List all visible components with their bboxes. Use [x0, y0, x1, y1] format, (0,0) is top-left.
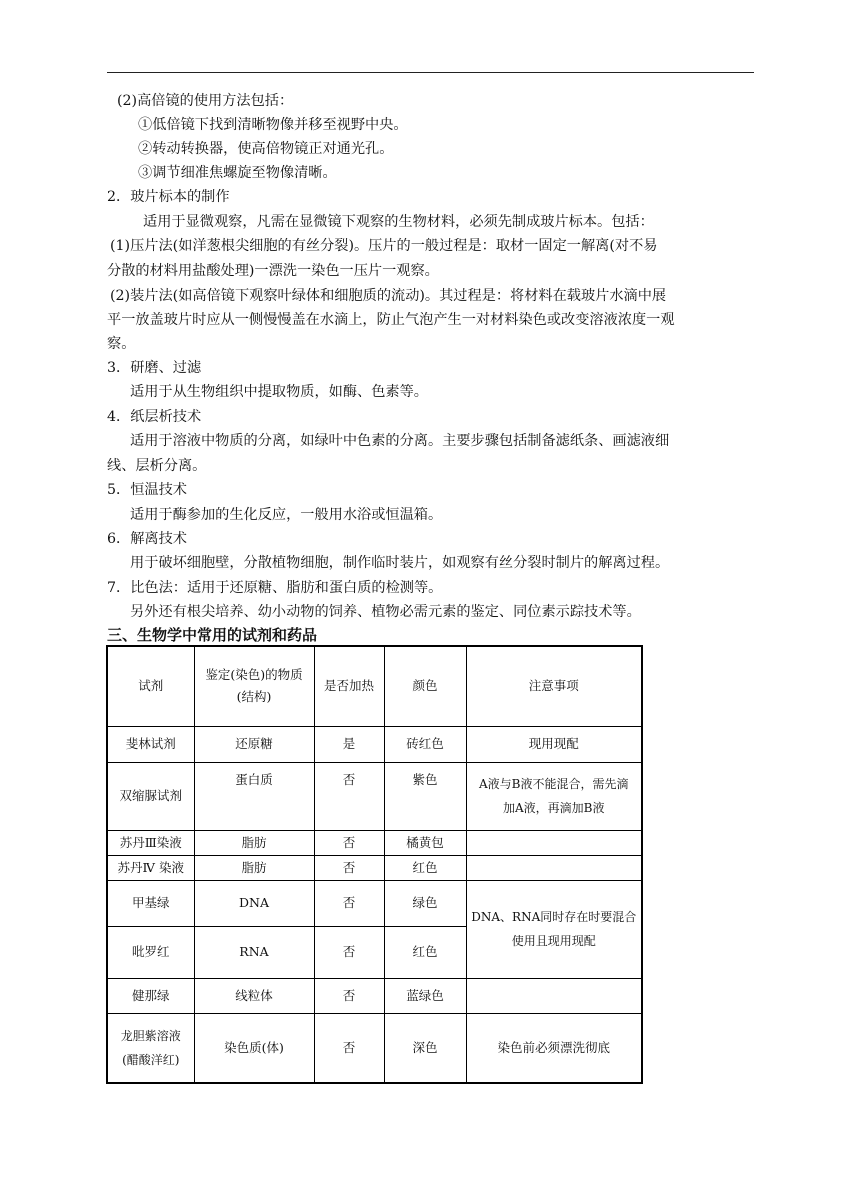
cell-color: 深色 — [384, 1013, 466, 1083]
cell-substance: DNA — [194, 880, 314, 926]
cell-color: 橘黄包 — [384, 830, 466, 855]
table-row — [107, 762, 642, 830]
cell-reagent: 双缩脲试剂 — [107, 762, 194, 830]
cell-heating: 否 — [314, 830, 384, 855]
table-row — [107, 855, 642, 880]
header-cell — [194, 646, 314, 726]
header-substance-line: (结构) — [236, 689, 272, 705]
table-row — [107, 726, 642, 762]
cell-reagent: 吡罗红 — [107, 926, 194, 978]
section-heading: 3．研磨、过滤 — [107, 360, 202, 376]
cell-substance: 还原糖 — [194, 726, 314, 762]
reagent-line: (醋酸洋红) — [122, 1052, 180, 1067]
note-line: DNA、RNA同时存在时要混合 — [471, 910, 637, 924]
text-line: (1)压片法(如洋葱根尖细胞的有丝分裂)。压片的一般过程是：取材一固定一解离(对不易 — [110, 238, 658, 254]
text-line: ②转动转换器，使高倍物镜正对通光孔。 — [138, 141, 394, 157]
reagent-table — [106, 645, 643, 1084]
cell-color: 红色 — [384, 855, 466, 880]
cell-heating: 否 — [314, 1013, 384, 1083]
text-line: (2)高倍镜的使用方法包括： — [117, 93, 294, 109]
header-cell: 试剂 — [107, 646, 194, 726]
text-line: 察。 — [107, 336, 136, 352]
cell-reagent — [107, 1013, 194, 1083]
cell-notes — [466, 830, 642, 855]
cell-notes — [466, 855, 642, 880]
reagent-line: 龙胆紫溶液 — [120, 1028, 181, 1043]
text-line: 适用于显微观察，凡需在显微镜下观察的生物材料，必须先制成玻片标本。包括： — [143, 214, 654, 230]
cell-heating: 否 — [314, 855, 384, 880]
cell-reagent: 斐林试剂 — [107, 726, 194, 762]
text-line: 适用于溶液中物质的分离，如绿叶中色素的分离。主要步骤包括制备滤纸条、画滤液细 — [130, 433, 670, 449]
text-line: 线、层析分离。 — [107, 458, 207, 474]
section-heading: 7．比色法：适用于还原糖、脂肪和蛋白质的检测等。 — [107, 580, 443, 596]
cell-heating: 否 — [314, 762, 384, 830]
header-cell: 颜色 — [384, 646, 466, 726]
cell-notes: 现用现配 — [466, 726, 642, 762]
cell-substance: 脂肪 — [194, 855, 314, 880]
text-line: ③调节细准焦螺旋至物像清晰。 — [138, 165, 337, 181]
table-row — [107, 880, 642, 926]
cell-substance: 蛋白质 — [194, 762, 314, 830]
cell-color: 蓝绿色 — [384, 978, 466, 1013]
note-line: A液与B液不能混合，需先滴 — [479, 777, 629, 791]
cell-notes — [466, 978, 642, 1013]
cell-color: 绿色 — [384, 880, 466, 926]
section-title: 三、生物学中常用的试剂和药品 — [107, 626, 318, 644]
cell-heating: 否 — [314, 926, 384, 978]
cell-reagent: 苏丹Ⅳ 染液 — [107, 855, 194, 880]
note-line: 加A液，再滴加B液 — [503, 801, 605, 815]
cell-reagent: 健那绿 — [107, 978, 194, 1013]
note-line: 使用且现用现配 — [511, 934, 596, 948]
cell-substance: 线粒体 — [194, 978, 314, 1013]
section-heading: 6．解离技术 — [107, 531, 187, 547]
cell-heating: 否 — [314, 978, 384, 1013]
text-line: (2)装片法(如高倍镜下观察叶绿体和细胞质的流动)。其过程是：将材料在载玻片水滴中展 — [110, 288, 667, 304]
cell-notes — [466, 762, 642, 830]
header-substance-line: 鉴定(染色)的物质 — [205, 667, 303, 683]
cell-notes: 染色前必须漂洗彻底 — [466, 1013, 642, 1083]
text-line: 用于破坏细胞壁，分散植物细胞，制作临时装片，如观察有丝分裂时制片的解离过程。 — [130, 555, 670, 571]
text-line: 适用于酶参加的生化反应，一般用水浴或恒温箱。 — [130, 507, 443, 523]
section-heading: 4．纸层析技术 — [107, 409, 202, 425]
cell-substance: 染色质(体) — [194, 1013, 314, 1083]
text-line: 另外还有根尖培养、幼小动物的饲养、植物必需元素的鉴定、同位素示踪技术等。 — [130, 604, 641, 620]
cell-reagent: 苏丹Ⅲ染液 — [107, 830, 194, 855]
cell-heating: 是 — [314, 726, 384, 762]
cell-notes — [466, 880, 642, 978]
header-cell: 是否加热 — [314, 646, 384, 726]
text-line: 适用于从生物组织中提取物质，如酶、色素等。 — [130, 384, 428, 400]
cell-color: 砖红色 — [384, 726, 466, 762]
header-rule — [107, 72, 754, 73]
text-line: 平一放盖玻片时应从一侧慢慢盖在水滴上，防止气泡产生一对材料染色或改变溶液浓度一观 — [107, 312, 675, 328]
section-heading: 2．玻片标本的制作 — [107, 189, 230, 205]
header-cell: 注意事项 — [466, 646, 642, 726]
table-row — [107, 1013, 642, 1083]
cell-heating: 否 — [314, 880, 384, 926]
cell-color: 紫色 — [384, 762, 466, 830]
table-row — [107, 830, 642, 855]
cell-substance: RNA — [194, 926, 314, 978]
cell-color: 红色 — [384, 926, 466, 978]
cell-reagent: 甲基绿 — [107, 880, 194, 926]
text-line: ①低倍镜下找到清晰物像并移至视野中央。 — [138, 117, 408, 133]
section-heading: 5．恒温技术 — [107, 482, 187, 498]
table-row — [107, 978, 642, 1013]
cell-substance: 脂肪 — [194, 830, 314, 855]
text-line: 分散的材料用盐酸处理)一漂洗一染色一压片一观察。 — [107, 263, 439, 279]
table-header-row — [107, 646, 642, 726]
